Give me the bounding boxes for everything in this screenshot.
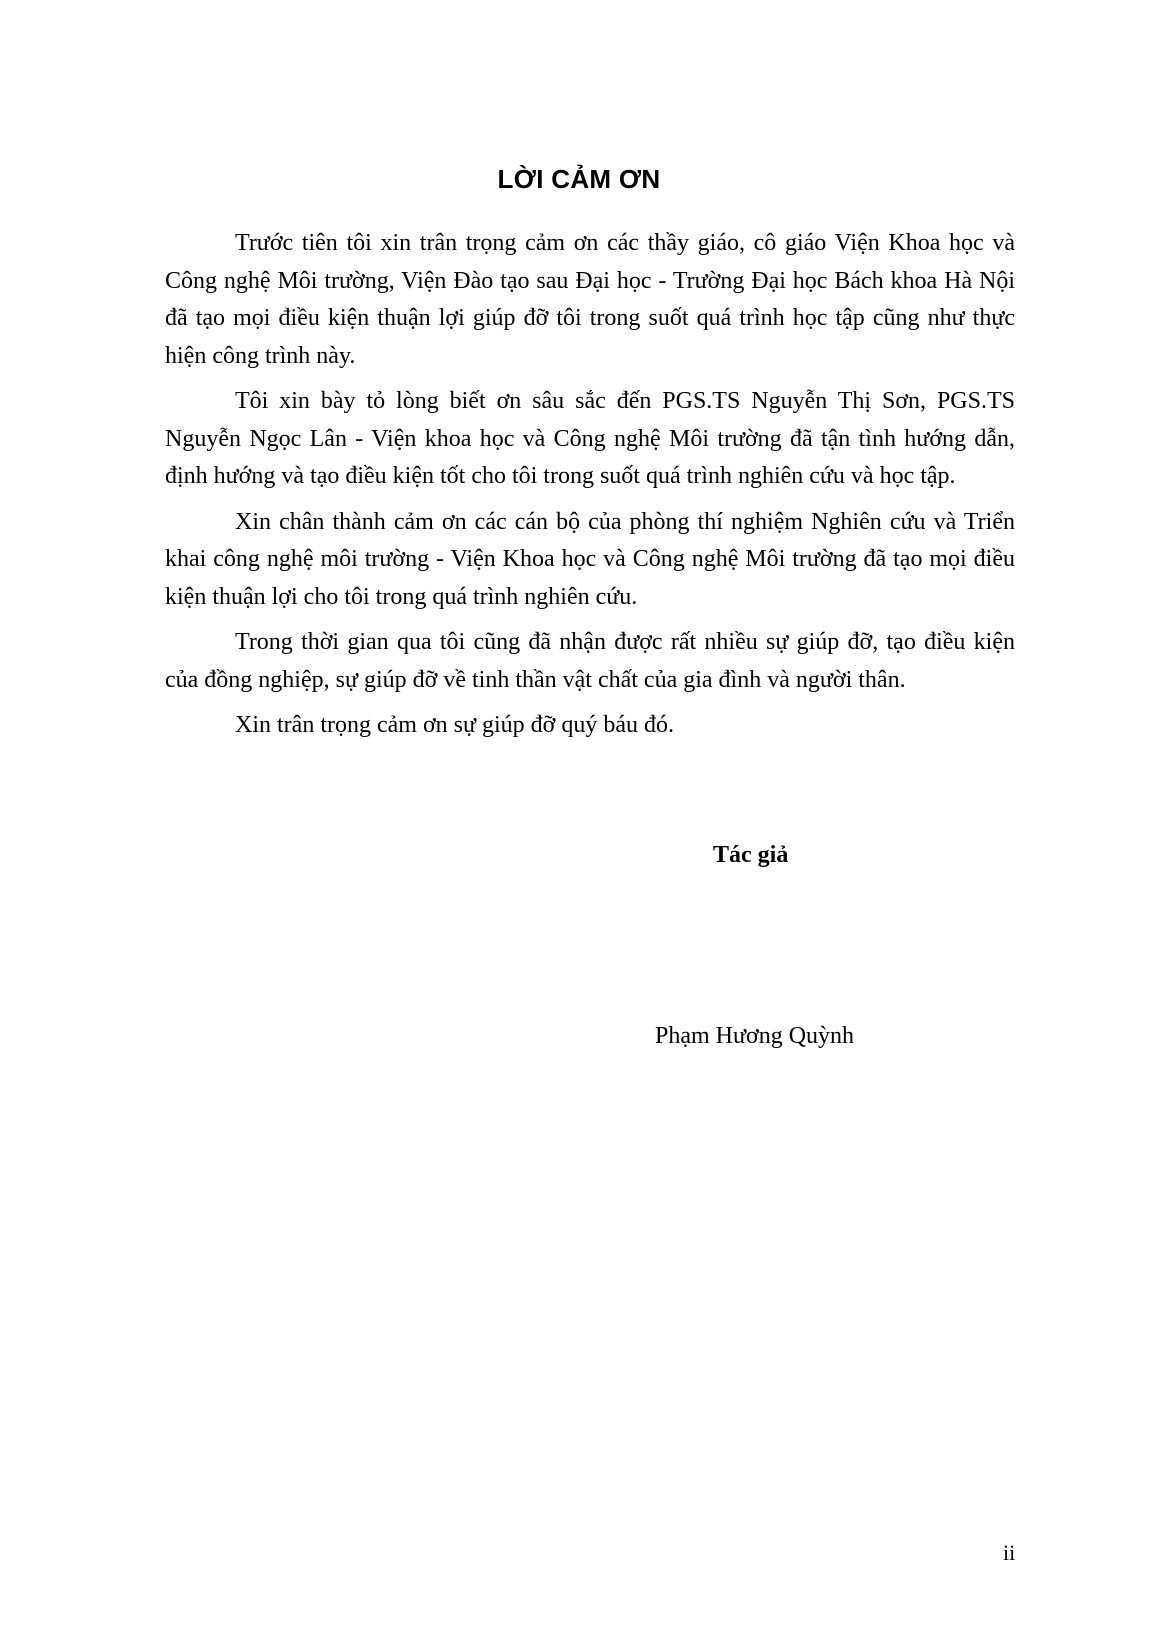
page-title: LỜI CẢM ƠN [497, 164, 661, 194]
paragraph-4: Trong thời gian qua tôi cũng đã nhận được rất nhiều sự giúp đỡ, tạo điều kiện của đồng nghiệp, sự giúp đỡ về tinh thần vật chất của gia đình và người thân. [165, 629, 1015, 693]
author-label: Tác giả [713, 842, 789, 868]
paragraph-1: Trước tiên tôi xin trân trọng cảm ơn các thầy giáo, cô giáo Viện Khoa học và Công nghệ Môi trường, Viện Đào tạo sau Đại học - Trường Đại học Bách khoa Hà Nội đã tạo mọi điều kiện thuận lợi giúp đỡ tôi trong suốt quá trình học tập cũng như thực hiện công trình này. [165, 230, 1015, 369]
author-name: Phạm Hương Quỳnh [655, 1023, 855, 1049]
paragraph-3: Xin chân thành cảm ơn các cán bộ của phòng thí nghiệm Nghiên cứu và Triển khai công nghệ môi trường - Viện Khoa học và Công nghệ Môi trường đã tạo mọi điều kiện thuận lợi cho tôi trong quá trình nghiên cứu. [165, 508, 1015, 610]
paragraph-2: Tôi xin bày tỏ lòng biết ơn sâu sắc đến PGS.TS Nguyễn Thị Sơn, PGS.TS Nguyễn Ngọc Lân - Viện khoa học và Công nghệ Môi trường đã tận tình hướng dẫn, định hướng và tạo điều kiện tốt cho tôi trong suốt quá trình nghiên cứu và học tập. [165, 388, 1015, 489]
paragraph-5: Xin trân trọng cảm ơn sự giúp đỡ quý báu đó. [235, 712, 674, 738]
acknowledgement-body [165, 225, 1015, 753]
page-number: ii [1003, 1540, 1016, 1565]
